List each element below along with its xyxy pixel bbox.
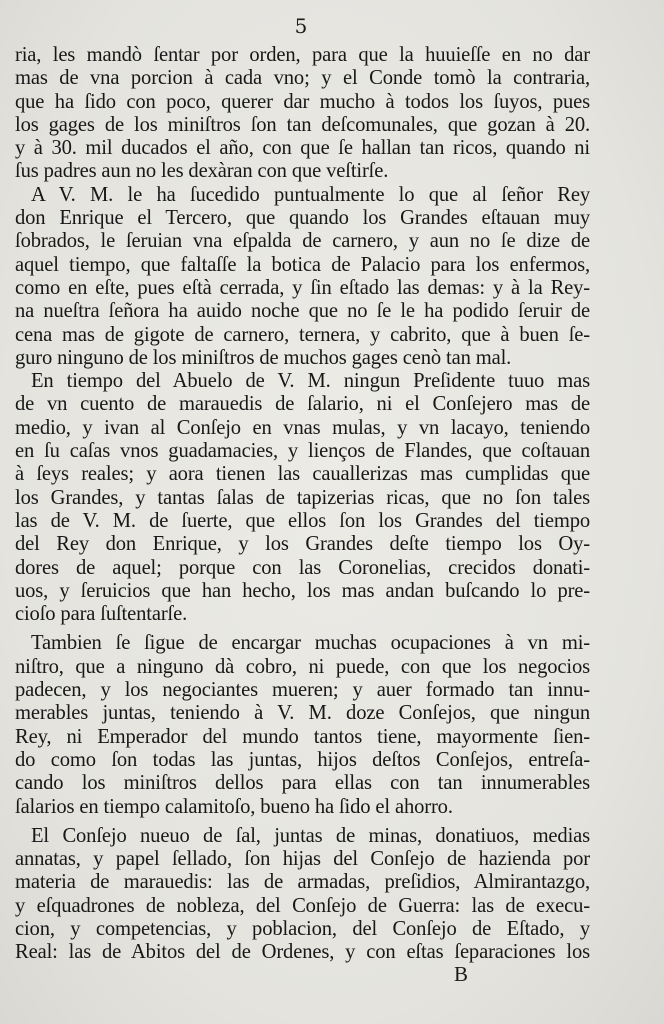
text-line: niſtro, que a ninguno dà cobro, ni puede, con que los negocios <box>15 655 590 678</box>
text-line: medio, y ivan al Conſejo en vnas mulas, y vn lacayo, teniendo <box>15 416 590 439</box>
text-line: Real: las de Abitos del de Ordenes, y con eſtas ſeparaciones los <box>15 941 590 964</box>
paragraph-5 <box>15 825 590 965</box>
text-line: cion, y competencias, y poblacion, del Conſejo de Eſtado, y <box>15 917 590 940</box>
paragraph-4 <box>15 632 590 818</box>
text-line: las de V. M. de ſuerte, que ellos ſon los Grandes del tiempo <box>15 509 590 532</box>
page-number: 5 <box>294 14 308 38</box>
text-line: y à 30. mil ducados el año, con que ſe hallan tan ricos, quando ni <box>15 137 590 160</box>
text-line: annatas, y papel ſellado, ſon hijas del Conſejo de hazienda por <box>15 848 590 871</box>
text-line: cena mas de gigote de carnero, ternera, y cabrito, que à buen ſe- <box>15 323 590 346</box>
text-line: y eſquadrones de nobleza, del Conſejo de Guerra: las de execu- <box>15 894 590 917</box>
text-line: Tambien ſe ſigue de encargar muchas ocupaciones à vn mi- <box>31 632 590 655</box>
text-line: materia de marauedis: las de armadas, preſidios, Almirantazgo, <box>15 871 590 894</box>
text-line: cioſo para ſuſtentarſe. <box>15 603 188 626</box>
text-line: los Grandes, y tantas ſalas de tapizerias ricas, que no ſon tales <box>15 486 590 509</box>
text-line: A V. M. le ha ſucedido puntualmente lo que al ſeñor Rey <box>31 183 590 206</box>
text-line: Rey, ni Emperador del mundo tantos tiene, mayormente ſien- <box>15 725 590 748</box>
body-text <box>15 44 590 965</box>
text-line: ria, les mandò ſentar por orden, para que la huuieſſe en no dar <box>15 44 590 66</box>
text-line: ſalarios en tiempo calamitoſo, bueno ha ſido el ahorro. <box>15 795 453 818</box>
text-line: ſus padres aun no les dexàran con que veſtirſe. <box>15 160 389 183</box>
text-line: cando los miniſtros dellos para ellas con tan innumerables <box>15 772 590 795</box>
text-line: merables juntas, teniendo à V. M. doze Conſejos, que ningun <box>15 702 590 725</box>
text-line: don Enrique el Tercero, que quando los Grandes eſtauan muy <box>15 207 590 230</box>
paragraph-2 <box>15 184 590 370</box>
text-line: do como ſon todas las juntas, hijos deſtos Conſejos, entreſa- <box>15 748 590 771</box>
text-line: los gages de los miniſtros ſon tan deſcomunales, que gozan à 20. <box>15 113 590 136</box>
text-line: de vn cuento de marauedis de ſalario, ni el Conſejero mas de <box>15 393 590 416</box>
text-line: En tiempo del Abuelo de V. M. ningun Preſidente tuuo mas <box>31 370 590 393</box>
text-line: dores de aquel; porque con las Coronelias, crecidos donati- <box>15 556 590 579</box>
text-line: na nueſtra ſeñora ha auido noche que no ſe le ha podido ſeruir de <box>15 300 590 323</box>
text-line: como en eſte, pues eſtà cerrada, y ſin eſtado las demas: y à la Rey- <box>15 276 590 299</box>
text-line: mas de vna porcion à cada vno; y el Conde tomò la contraria, <box>15 67 590 90</box>
text-line: en ſu caſas vnos guadamacies, y lienços de Flandes, que coſtauan <box>15 440 590 463</box>
text-line: uos, y ſeruicios que han hecho, los mas andan buſcando lo pre- <box>15 579 590 602</box>
text-line: del Rey don Enrique, y los Grandes deſte tiempo los Oy- <box>15 533 590 556</box>
text-line: guro ninguno de los miniſtros de muchos gages cenò tan mal. <box>15 346 512 369</box>
text-line: que ha ſido con poco, querer dar mucho à todos los ſuyos, pues <box>15 90 590 113</box>
signature-mark: B <box>453 962 468 986</box>
text-line: ſobrados, le ſeruian vna eſpalda de carnero, y aun no ſe dize de <box>15 230 590 253</box>
text-line: aquel tiempo, que faltaſſe la botica de Palacio para los enfermos, <box>15 253 590 276</box>
paragraph-1 <box>15 44 590 184</box>
text-line: El Conſejo nueuo de ſal, juntas de minas, donatiuos, medias <box>31 824 590 847</box>
text-line: à ſeys reales; y aora tienen las cauallerizas mas cumplidas que <box>15 463 590 486</box>
paragraph-3 <box>15 370 590 626</box>
text-line: padecen, y los negociantes mueren; y auer formado tan innu- <box>15 679 590 702</box>
